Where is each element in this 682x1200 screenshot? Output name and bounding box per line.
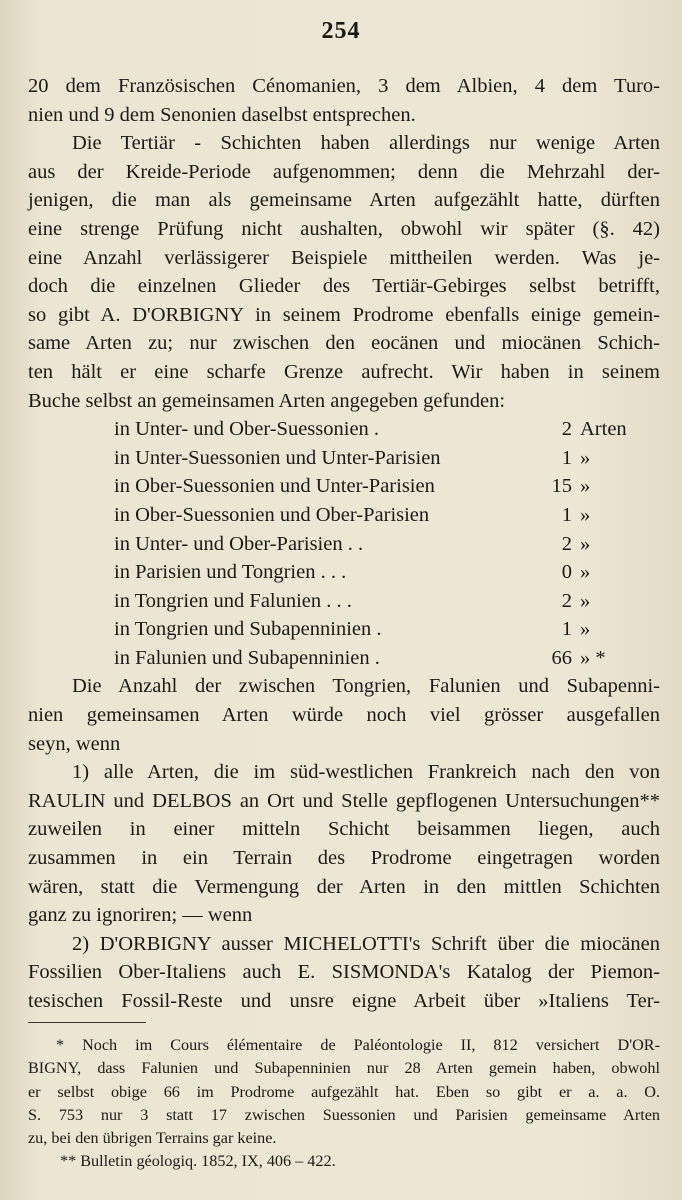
list-count: 15 <box>551 475 572 498</box>
text-line: so gibt A. D'ORBIGNY in seinem Prodrome ebenfalls einige gemein- <box>28 303 660 326</box>
text-line: 1) alle Arten, die im süd-westlichen Frankreich nach den von <box>72 761 660 784</box>
text-line: Buche selbst an gemeinsamen Arten angegeben gefunden: <box>28 389 506 412</box>
page-number: 254 <box>321 18 361 44</box>
footnote-2 <box>28 1150 660 1173</box>
text-line: ganz zu ignoriren; — wenn <box>28 904 253 927</box>
list-item <box>114 530 660 559</box>
text-line: tesischen Fossil-Reste und unsre eigne Arbeit über »Italiens Ter- <box>28 990 660 1012</box>
species-count-list <box>114 415 660 672</box>
text-line: zuweilen in einer mitteln Schicht beisammen liegen, auch <box>28 818 660 841</box>
footnote-line: er selbst obige 66 im Prodrome aufgezählt hat. Eben so gibt er a. a. O. <box>28 1082 660 1101</box>
list-item <box>114 415 660 444</box>
list-item <box>114 444 660 473</box>
text-line: ten hält er eine scharfe Grenze aufrecht. Wir haben in seinem <box>28 360 660 383</box>
list-count: 2 <box>561 589 572 612</box>
text-line: Die Anzahl der zwischen Tongrien, Falunien und Subapenni- <box>72 675 660 698</box>
list-unit: » <box>580 503 591 526</box>
footnote-line: ** Bulletin géologiq. 1852, IX, 406 – 422. <box>60 1152 336 1171</box>
list-label: in Tongrien und Falunien . . . <box>114 589 352 612</box>
footnote-line: * Noch im Cours élémentaire de Paléontologie II, 812 versichert D'OR- <box>56 1036 660 1054</box>
text-line: jenigen, die man als gemeinsame Arten aufgezählt hatte, dürften <box>28 189 660 212</box>
text-line: Fossilien Ober-Italiens auch E. SISMONDA's Katalog der Piemon- <box>28 961 660 984</box>
list-label: in Unter- und Ober-Suessonien . <box>114 418 380 441</box>
list-count: 2 <box>561 532 572 555</box>
list-count: 66 <box>551 646 572 669</box>
list-unit: » <box>580 475 591 498</box>
paragraph-5 <box>28 930 660 1016</box>
list-item <box>114 472 660 501</box>
text-line: doch die einzelnen Glieder des Tertiär-Gebirges selbst betrifft, <box>28 275 660 298</box>
list-item <box>114 615 660 644</box>
text-line: aus der Kreide-Periode aufgenommen; denn die Mehrzahl der- <box>28 160 660 183</box>
text-line: eine strenge Prüfung nicht aushalten, obwohl wir später (§. 42) <box>28 217 660 240</box>
list-item <box>114 587 660 616</box>
text-line: zusammen in ein Terrain des Prodrome eingetragen worden <box>28 847 660 870</box>
text-line: nien und 9 dem Senonien daselbst entsprechen. <box>28 103 416 126</box>
list-label: in Tongrien und Subapenninien . <box>114 618 382 641</box>
list-count: 1 <box>561 618 572 641</box>
list-label: in Unter- und Ober-Parisien . . <box>114 532 364 555</box>
list-count: 0 <box>561 561 572 584</box>
paragraph-2 <box>28 129 660 415</box>
list-label: in Ober-Suessonien und Unter-Parisien <box>114 475 435 498</box>
main-text <box>28 72 660 1016</box>
text-line: seyn, wenn <box>28 732 121 755</box>
footnote-line: zu, bei den übrigen Terrains gar keine. <box>28 1129 277 1148</box>
list-unit: » <box>580 589 591 612</box>
list-count: 2 <box>561 418 572 441</box>
text-line: eine Anzahl verlässigerer Beispiele mittheilen werden. Was je- <box>28 246 660 269</box>
list-unit: » <box>580 618 591 641</box>
footnote-line: S. 753 nur 3 statt 17 zwischen Suessonien und Parisien gemeinsame Arten <box>28 1105 660 1124</box>
list-unit: » * <box>580 646 606 669</box>
footnote-1 <box>28 1034 660 1150</box>
footnote-divider <box>28 1022 146 1023</box>
text-line: 20 dem Französischen Cénomanien, 3 dem Albien, 4 dem Turo- <box>28 75 660 97</box>
list-label: in Falunien und Subapenninien . <box>114 646 380 669</box>
list-unit: » <box>580 532 591 555</box>
list-unit: » <box>580 561 591 584</box>
list-item <box>114 558 660 587</box>
list-label: in Ober-Suessonien und Ober-Parisien <box>114 503 430 526</box>
list-unit: Arten <box>580 418 627 441</box>
text-line: same Arten zu; nur zwischen den eocänen und miocänen Schich- <box>28 332 660 355</box>
text-line: 2) D'ORBIGNY ausser MICHELOTTI's Schrift über die miocänen <box>72 932 660 955</box>
paragraph-1 <box>28 72 660 129</box>
text-line: wären, statt die Vermengung der Arten in den mittlen Schichten <box>28 875 660 898</box>
footnotes <box>28 1034 660 1174</box>
list-unit: » <box>580 446 591 469</box>
text-line: Die Tertiär - Schichten haben allerdings nur wenige Arten <box>72 132 660 155</box>
paragraph-4 <box>28 758 660 930</box>
list-count: 1 <box>561 503 572 526</box>
text-line: RAULIN und DELBOS an Ort und Stelle gepflogenen Untersuchungen** <box>28 789 660 812</box>
list-item <box>114 644 660 673</box>
list-item <box>114 501 660 530</box>
footnote-line: BIGNY, dass Falunien und Subapenninien nur 28 Arten gemein haben, obwohl <box>28 1059 660 1078</box>
list-count: 1 <box>561 446 572 469</box>
paragraph-3 <box>28 672 660 758</box>
text-line: nien gemeinsamen Arten würde noch viel grösser ausgefallen <box>28 704 660 727</box>
list-label: in Unter-Suessonien und Unter-Parisien <box>114 446 441 469</box>
list-label: in Parisien und Tongrien . . . <box>114 561 347 584</box>
